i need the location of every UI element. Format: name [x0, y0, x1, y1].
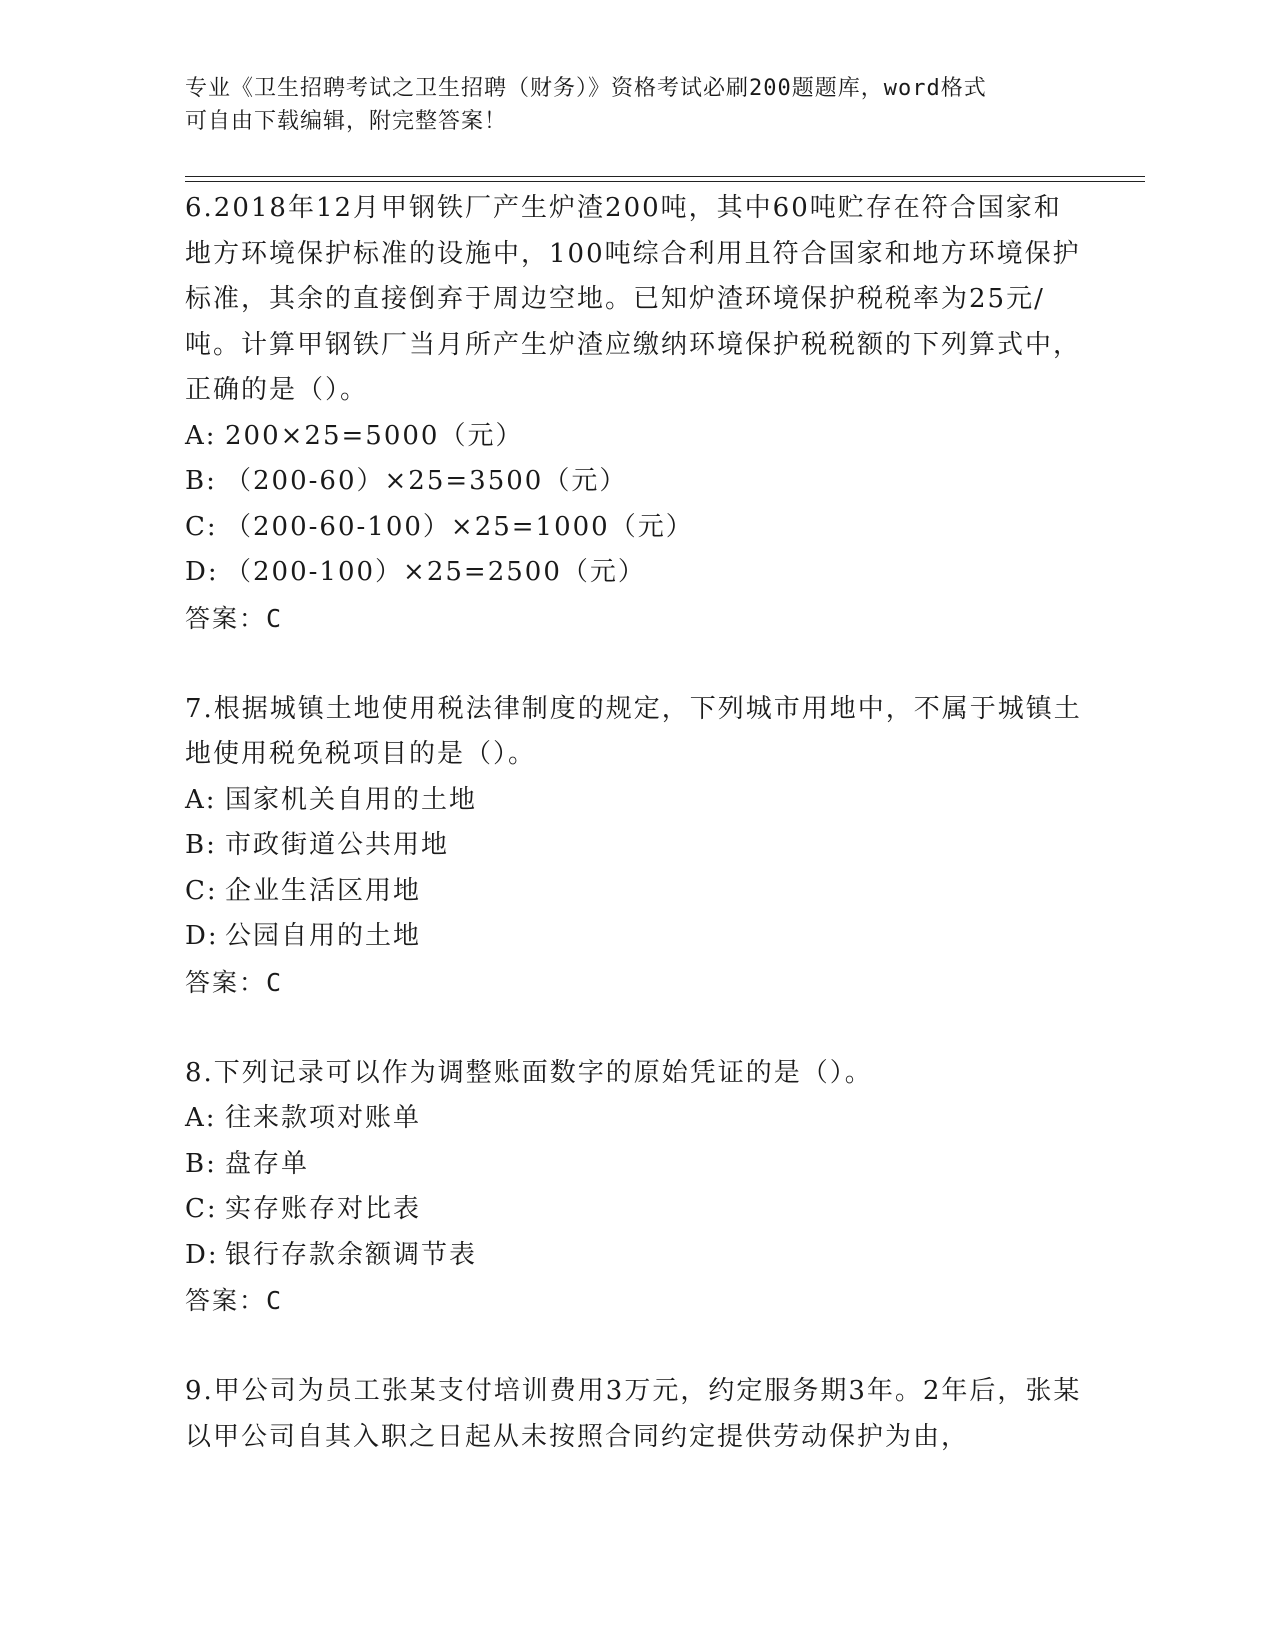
- option-letter: C:: [185, 511, 218, 542]
- option-a: [185, 1096, 1085, 1142]
- option-letter: A:: [185, 784, 217, 815]
- option-c: [185, 869, 1085, 915]
- document-header: [185, 72, 1085, 138]
- question-spacer: [185, 641, 1085, 687]
- option-text: 企业生活区用地: [225, 875, 422, 906]
- option-text: （200-60-100）×25=1000（元）: [225, 511, 694, 542]
- answer-line: 答案：C: [185, 1286, 284, 1315]
- question-stem: 8.下列记录可以作为调整账面数字的原始凭证的是（）。: [185, 1057, 873, 1088]
- answer-line: 答案：C: [185, 603, 284, 633]
- header-line-1: 专业《卫生招聘考试之卫生招聘（财务）》资格考试必刷200题题库，word格式: [185, 76, 987, 101]
- answer-line: 答案：C: [185, 967, 284, 997]
- option-c: [185, 1187, 1085, 1233]
- question-list: [185, 186, 1085, 1460]
- option-text: 盘存单: [225, 1148, 310, 1179]
- question-9: [185, 1369, 1085, 1460]
- option-letter: B:: [185, 830, 217, 860]
- option-letter: D:: [185, 557, 219, 587]
- question-stem: 9.甲公司为员工张某支付培训费用3万元，约定服务期3年。2年后，张某以甲公司自其入职之日起从未按照合同约定提供劳动保护为由，: [185, 1376, 1082, 1452]
- option-text: （200-60）×25=3500（元）: [225, 466, 628, 496]
- option-letter: A:: [185, 1103, 217, 1133]
- option-a: [185, 414, 1085, 460]
- question-stem: 7.根据城镇土地使用税法律制度的规定，下列城市用地中，不属于城镇土地使用税免税项目的是（）。: [185, 693, 1082, 769]
- option-d: [185, 550, 1085, 596]
- question-stem: 6.2018年12月甲钢铁厂产生炉渣200吨，其中60吨贮存在符合国家和地方环境保护标准的设施中，100吨综合利用且符合国家和地方环境保护标准，其余的直接倒弃于周边空地。已知炉渣环境保护税税率为25元/吨。计算甲钢铁厂当月所产生炉渣应缴纳环境保护税税额的下列算式中，正确的是（）。: [185, 193, 1082, 405]
- option-text: （200-100）×25=2500（元）: [225, 557, 646, 587]
- header-line-2: 可自由下载编辑，附完整答案！: [185, 109, 508, 134]
- option-text: 市政街道公共用地: [225, 830, 450, 860]
- question-6: [185, 186, 1085, 687]
- option-b: [185, 459, 1085, 505]
- option-text: 往来款项对账单: [225, 1103, 422, 1133]
- option-letter: C:: [185, 875, 218, 906]
- option-letter: D:: [185, 1239, 219, 1270]
- option-letter: D:: [185, 921, 219, 951]
- header-rule-bottom: [185, 181, 1145, 182]
- question-7: [185, 687, 1085, 1051]
- option-letter: A:: [185, 420, 217, 451]
- question-spacer: [185, 1324, 1085, 1370]
- option-d: [185, 914, 1085, 960]
- option-d: [185, 1233, 1085, 1279]
- option-text: 200×25=5000（元）: [225, 420, 524, 451]
- option-c: [185, 505, 1085, 551]
- option-letter: B:: [185, 1148, 217, 1179]
- option-text: 银行存款余额调节表: [225, 1239, 478, 1270]
- option-letter: C:: [185, 1194, 218, 1224]
- option-b: [185, 823, 1085, 869]
- option-b: [185, 1142, 1085, 1188]
- option-text: 公园自用的土地: [225, 921, 422, 951]
- question-spacer: [185, 1005, 1085, 1051]
- option-letter: B:: [185, 466, 217, 496]
- option-text: 国家机关自用的土地: [225, 784, 478, 815]
- header-rule-top: [185, 176, 1145, 177]
- option-a: [185, 778, 1085, 824]
- option-text: 实存账存对比表: [225, 1194, 422, 1224]
- question-8: [185, 1051, 1085, 1370]
